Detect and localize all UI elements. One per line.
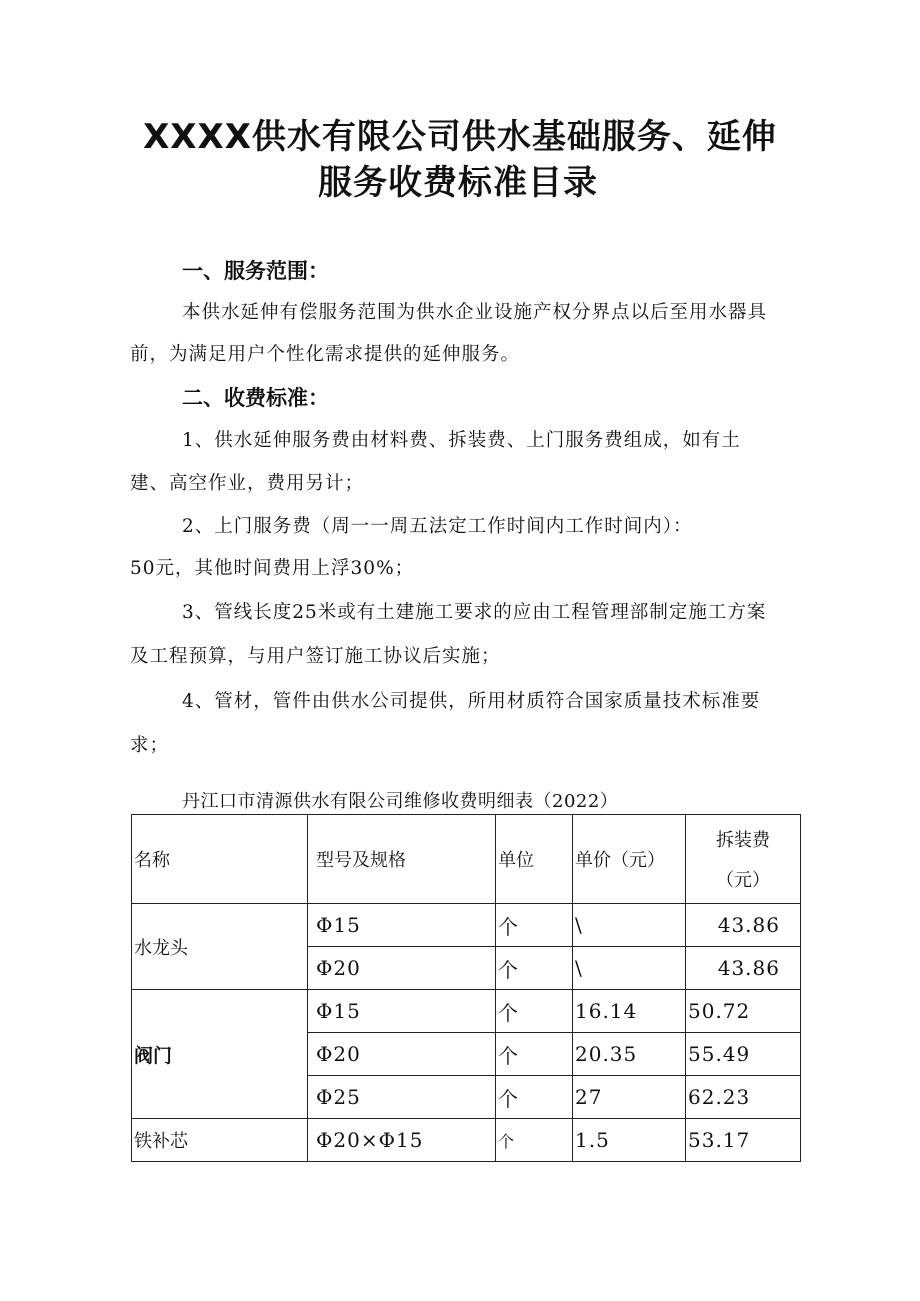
cell-fee: 43.86 (686, 904, 801, 947)
group-name-faucet: 水龙头 (132, 904, 308, 990)
group-name-valve: 阀门 (132, 990, 308, 1119)
cell-spec: Φ15 (308, 904, 496, 947)
table-row (132, 1119, 801, 1162)
cell-spec: Φ25 (308, 1076, 496, 1119)
section2-heading: 二、收费标准： (182, 386, 329, 410)
cell-spec: Φ15 (308, 990, 496, 1033)
cell-fee: 55.49 (686, 1033, 801, 1076)
document-title-line1: XXXX供水有限公司供水基础服务、延伸 (143, 117, 777, 157)
cell-price: 16.14 (573, 990, 686, 1033)
cell-spec: Φ20 (308, 1033, 496, 1076)
header-install-fee-line1: 拆装费 (716, 830, 770, 851)
item3-line2: 及工程预算，与用户签订施工协议后实施； (130, 646, 501, 667)
item4-line2: 求； (130, 735, 170, 756)
cell-price: 27 (573, 1076, 686, 1119)
section1-line2: 前，为满足用户个性化需求提供的延伸服务。 (130, 344, 521, 365)
item1-line2: 建、高空作业，费用另计； (130, 473, 365, 494)
cell-spec: Φ20 (308, 947, 496, 990)
header-unit: 单位 (496, 815, 573, 904)
header-name: 名称 (132, 815, 308, 904)
cell-fee: 50.72 (686, 990, 801, 1033)
header-install-fee-line2: （元） (716, 870, 770, 891)
table-header-row (132, 815, 801, 904)
header-price: 单价（元） (573, 815, 686, 904)
table-row (132, 904, 801, 947)
item4-line1: 4、管材，管件由供水公司提供，所用材质符合国家质量技术标准要 (182, 691, 761, 712)
cell-price: \ (573, 947, 686, 990)
cell-fee: 53.17 (686, 1119, 801, 1162)
item2-line1: 2、上门服务费（周一一周五法定工作时间内工作时间内）： (182, 516, 693, 537)
document-title-line2: 服务收费标准目录 (318, 163, 598, 203)
group-name-bushing: 铁补芯 (132, 1119, 308, 1162)
cell-price: 1.5 (573, 1119, 686, 1162)
cell-price: 20.35 (573, 1033, 686, 1076)
cell-price: \ (573, 904, 686, 947)
cell-unit: 个 (496, 904, 573, 947)
cell-unit: 个 (496, 1033, 573, 1076)
fee-table (131, 814, 801, 1162)
item1-line1: 1、供水延伸服务费由材料费、拆装费、上门服务费组成，如有土 (182, 430, 741, 451)
cell-unit: 个 (496, 1076, 573, 1119)
table-caption: 丹江口市清源供水有限公司维修收费明细表（2022） (182, 791, 619, 812)
section1-line1: 本供水延伸有偿服务范围为供水企业设施产权分界点以后至用水器具 (182, 302, 768, 323)
cell-fee: 43.86 (686, 947, 801, 990)
header-install-fee (686, 815, 801, 904)
table-row (132, 990, 801, 1033)
section1-heading: 一、服务范围： (182, 259, 329, 283)
item3-line1: 3、管线长度25米或有土建施工要求的应由工程管理部制定施工方案 (182, 602, 767, 623)
cell-fee: 62.23 (686, 1076, 801, 1119)
cell-unit: 个 (496, 1119, 573, 1162)
cell-spec: Φ20×Φ15 (308, 1119, 496, 1162)
header-spec: 型号及规格 (308, 815, 496, 904)
cell-unit: 个 (496, 947, 573, 990)
item2-line2: 50元，其他时间费用上浮30%； (130, 558, 415, 579)
cell-unit: 个 (496, 990, 573, 1033)
